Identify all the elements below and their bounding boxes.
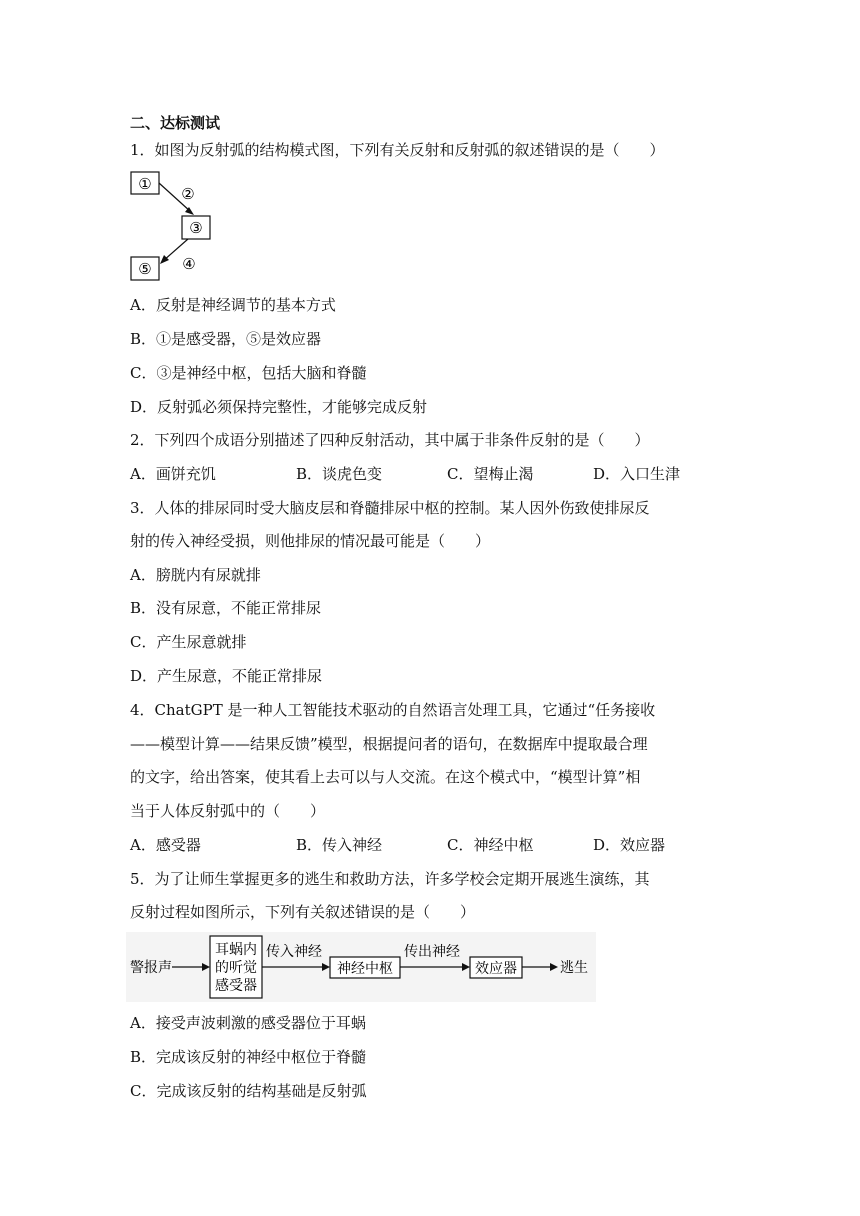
- q5-flow-diagram: [126, 932, 596, 1002]
- flow-box1-line-1: 耳蜗内: [215, 942, 257, 958]
- label-3: ③: [189, 219, 203, 237]
- q2-option-c: C．望梅止渴: [447, 465, 534, 483]
- q4-stem-line-2: ——模型计算——结果反馈”模型，根据提问者的语句，在数据库中提取最合理: [130, 735, 648, 753]
- q3-option-a: A．膀胱内有尿就排: [130, 566, 261, 584]
- flow-box1-line-2: 的听觉: [215, 960, 257, 976]
- q1-option-d: D．反射弧必须保持完整性，才能够完成反射: [130, 398, 428, 416]
- q4-option-d: D．效应器: [593, 836, 666, 854]
- section-title: 二、达标测试: [130, 114, 221, 132]
- q4-stem-line-4: 当于人体反射弧中的（ ）: [130, 802, 326, 820]
- q2-stem: 2．下列四个成语分别描述了四种反射活动，其中属于非条件反射的是（ ）: [130, 431, 650, 449]
- q3-option-b: B．没有尿意，不能正常排尿: [130, 599, 322, 617]
- q2-option-d: D．入口生津: [593, 465, 681, 483]
- q4-stem-line-1: 4．ChatGPT 是一种人工智能技术驱动的自然语言处理工具，它通过“任务接收: [130, 701, 656, 719]
- q3-stem-line-2: 射的传入神经受损，则他排尿的情况最可能是（ ）: [130, 532, 491, 550]
- q1-option-a: A．反射是神经调节的基本方式: [130, 296, 336, 314]
- flow-end: 逃生: [560, 960, 588, 976]
- label-5: ⑤: [138, 260, 152, 278]
- q4-option-b: B．传入神经: [296, 836, 383, 854]
- flow-arrow2-label: 传出神经: [404, 944, 460, 960]
- flow-box2-label: 神经中枢: [337, 961, 393, 977]
- flow-arrow1-label: 传入神经: [266, 944, 322, 960]
- label-2: ②: [181, 185, 195, 203]
- q1-reflex-arc-diagram: [126, 166, 216, 286]
- flow-start: 警报声: [130, 960, 172, 976]
- q3-option-c: C．产生尿意就排: [130, 633, 247, 651]
- label-4: ④: [182, 255, 196, 273]
- q5-stem-line-2: 反射过程如图所示，下列有关叙述错误的是（ ）: [130, 903, 476, 921]
- q3-option-d: D．产生尿意，不能正常排尿: [130, 667, 323, 685]
- q1-stem: 1．如图为反射弧的结构模式图，下列有关反射和反射弧的叙述错误的是（ ）: [130, 141, 665, 159]
- q4-stem-line-3: 的文字，给出答案，使其看上去可以与人交流。在这个模式中，“模型计算”相: [130, 768, 641, 786]
- q2-option-a: A．画饼充饥: [130, 465, 216, 483]
- q5-option-a: A．接受声波刺激的感受器位于耳蜗: [130, 1014, 366, 1032]
- q4-option-a: A．感受器: [130, 836, 201, 854]
- q1-option-c: C．③是神经中枢，包括大脑和脊髓: [130, 364, 367, 382]
- q3-stem-line-1: 3．人体的排尿同时受大脑皮层和脊髓排尿中枢的控制。某人因外伤致使排尿反: [130, 499, 650, 517]
- flow-box3-label: 效应器: [475, 961, 517, 977]
- flow-box1-line-3: 感受器: [215, 978, 257, 994]
- q1-option-b: B．①是感受器，⑤是效应器: [130, 330, 322, 348]
- q5-option-b: B．完成该反射的神经中枢位于脊髓: [130, 1048, 367, 1066]
- q5-option-c: C．完成该反射的结构基础是反射弧: [130, 1082, 367, 1100]
- q4-option-c: C．神经中枢: [447, 836, 534, 854]
- q2-option-b: B．谈虎色变: [296, 465, 383, 483]
- q5-stem-line-1: 5．为了让师生掌握更多的逃生和救助方法，许多学校会定期开展逃生演练，其: [130, 870, 650, 888]
- label-1: ①: [138, 175, 152, 193]
